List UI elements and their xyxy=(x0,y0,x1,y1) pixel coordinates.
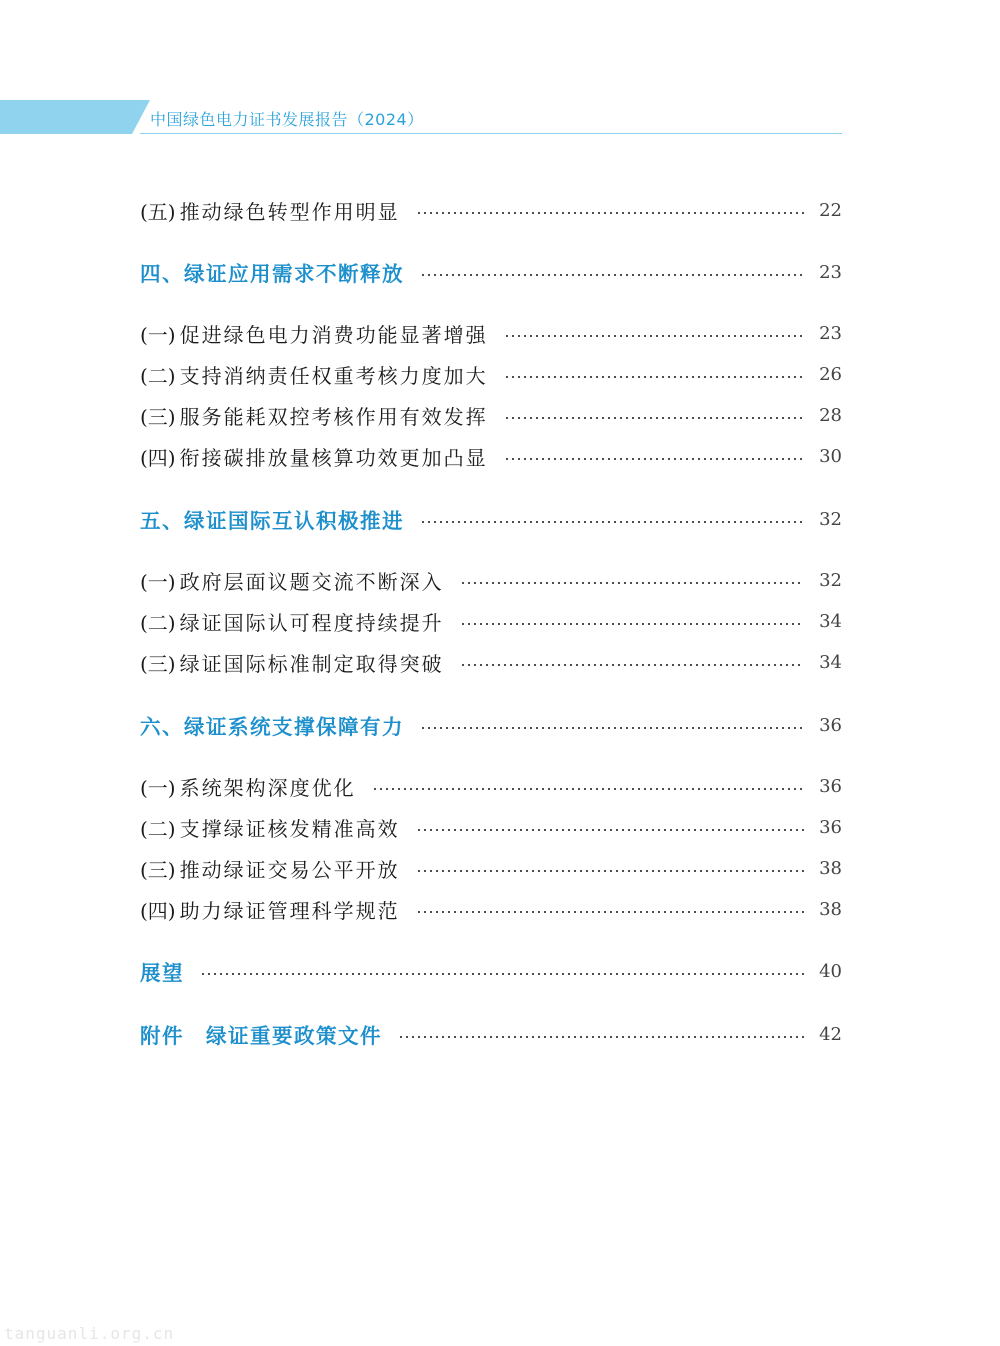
dot-leader xyxy=(504,335,804,337)
toc-entry-number: (一) xyxy=(140,322,176,347)
toc-subsection-entry[interactable] xyxy=(140,894,842,924)
toc-entry-text: 促进绿色电力消费功能显著增强 xyxy=(179,322,488,347)
toc-entry-text: 推动绿证交易公平开放 xyxy=(179,857,400,882)
toc-entry-number: (五) xyxy=(140,199,176,224)
toc-page-number: 42 xyxy=(819,1023,842,1045)
toc-subsection-entry[interactable] xyxy=(140,606,842,636)
toc-entry-title xyxy=(140,956,184,986)
dot-leader xyxy=(200,973,804,975)
toc-entry-title xyxy=(140,196,400,225)
toc-subsection-entry[interactable] xyxy=(140,359,842,389)
toc-section-entry[interactable] xyxy=(140,956,842,986)
toc-page-number: 22 xyxy=(819,199,842,221)
toc-entry-text: 四、绿证应用需求不断释放 xyxy=(140,262,404,286)
toc-entry-title xyxy=(140,772,356,801)
toc-entry-number: (三) xyxy=(140,404,176,429)
toc-page-number: 36 xyxy=(819,775,842,797)
toc-page-number: 34 xyxy=(819,610,842,632)
toc-page-number: 30 xyxy=(819,445,842,467)
toc-subsection-entry[interactable] xyxy=(140,771,842,801)
toc-page-number: 36 xyxy=(819,816,842,838)
toc-entry-text: 系统架构深度优化 xyxy=(179,775,356,800)
toc-page-number: 38 xyxy=(819,898,842,920)
watermark: tanguanli.org.cn xyxy=(4,1324,175,1343)
toc-entry-number: (四) xyxy=(140,898,176,923)
toc-subsection-entry[interactable] xyxy=(140,318,842,348)
dot-leader xyxy=(416,212,804,214)
toc-section-entry[interactable] xyxy=(140,710,842,740)
toc-section-entry[interactable] xyxy=(140,504,842,534)
toc-entry-number: (三) xyxy=(140,651,176,676)
toc-subsection-entry[interactable] xyxy=(140,853,842,883)
toc-entry-title xyxy=(140,401,488,430)
toc-section-entry[interactable] xyxy=(140,257,842,287)
toc-entry-title xyxy=(140,319,488,348)
toc-entry-title xyxy=(140,813,400,842)
toc-entry-title xyxy=(140,360,488,389)
toc-page-number: 34 xyxy=(819,651,842,673)
toc-page-number: 38 xyxy=(819,857,842,879)
dot-leader xyxy=(460,664,804,666)
toc-entry-text: 衔接碳排放量核算功效更加凸显 xyxy=(179,445,488,470)
toc-page-number: 26 xyxy=(819,363,842,385)
dot-leader xyxy=(460,582,804,584)
toc-entry-text: 绿证国际标准制定取得突破 xyxy=(179,651,444,676)
toc-entry-title xyxy=(140,1019,382,1049)
toc-entry-title xyxy=(140,442,488,471)
toc-entry-title xyxy=(140,504,404,534)
toc-entry-text: 支持消纳责任权重考核力度加大 xyxy=(179,363,488,388)
toc-subsection-entry[interactable] xyxy=(140,565,842,595)
toc-entry-text: 政府层面议题交流不断深入 xyxy=(179,569,444,594)
toc-entry-text: 支撑绿证核发精准高效 xyxy=(179,816,400,841)
toc-page-number: 32 xyxy=(819,508,842,530)
dot-leader xyxy=(372,788,804,790)
toc-page-number: 40 xyxy=(819,960,842,982)
toc-entry-title xyxy=(140,710,404,740)
dot-leader xyxy=(420,521,804,523)
toc-entry-number: (四) xyxy=(140,445,176,470)
toc-entry-number: (二) xyxy=(140,363,176,388)
dot-leader xyxy=(504,458,804,460)
toc-page-number: 32 xyxy=(819,569,842,591)
toc-entry-text: 服务能耗双控考核作用有效发挥 xyxy=(179,404,488,429)
toc-page-number: 36 xyxy=(819,714,842,736)
toc-section-entry[interactable] xyxy=(140,1019,842,1049)
toc-entry-text: 绿证国际认可程度持续提升 xyxy=(179,610,444,635)
toc-entry-title xyxy=(140,648,444,677)
toc-entry-number: (一) xyxy=(140,569,176,594)
header-band xyxy=(0,100,150,134)
toc-entry-text: 附件 绿证重要政策文件 xyxy=(140,1024,382,1048)
toc-entry-title xyxy=(140,257,404,287)
dot-leader xyxy=(460,623,804,625)
toc-page-number: 28 xyxy=(819,404,842,426)
toc-entry-title xyxy=(140,607,444,636)
toc-entry-text: 六、绿证系统支撑保障有力 xyxy=(140,715,404,739)
toc-entry-text: 助力绿证管理科学规范 xyxy=(179,898,400,923)
toc-entry-number: (二) xyxy=(140,610,176,635)
toc-subsection-entry[interactable] xyxy=(140,812,842,842)
dot-leader xyxy=(416,870,804,872)
dot-leader xyxy=(420,274,804,276)
toc-subsection-entry[interactable] xyxy=(140,195,842,225)
dot-leader xyxy=(504,417,804,419)
toc-subsection-entry[interactable] xyxy=(140,647,842,677)
toc-subsection-entry[interactable] xyxy=(140,441,842,471)
dot-leader xyxy=(416,911,804,913)
toc-entry-text: 推动绿色转型作用明显 xyxy=(179,199,400,224)
dot-leader xyxy=(504,376,804,378)
dot-leader xyxy=(416,829,804,831)
toc-page-number: 23 xyxy=(819,322,842,344)
toc-entry-title xyxy=(140,854,400,883)
toc-entry-text: 展望 xyxy=(140,961,184,985)
toc-entry-number: (三) xyxy=(140,857,176,882)
running-header-title: 中国绿色电力证书发展报告（2024） xyxy=(150,110,424,129)
dot-leader xyxy=(398,1036,804,1038)
dot-leader xyxy=(420,727,804,729)
toc-subsection-entry[interactable] xyxy=(140,400,842,430)
toc-entry-title xyxy=(140,566,444,595)
toc-page-number: 23 xyxy=(819,261,842,283)
toc-entry-title xyxy=(140,895,400,924)
toc-entry-number: (二) xyxy=(140,816,176,841)
toc-entry-text: 五、绿证国际互认积极推进 xyxy=(140,509,404,533)
toc-entry-number: (一) xyxy=(140,775,176,800)
